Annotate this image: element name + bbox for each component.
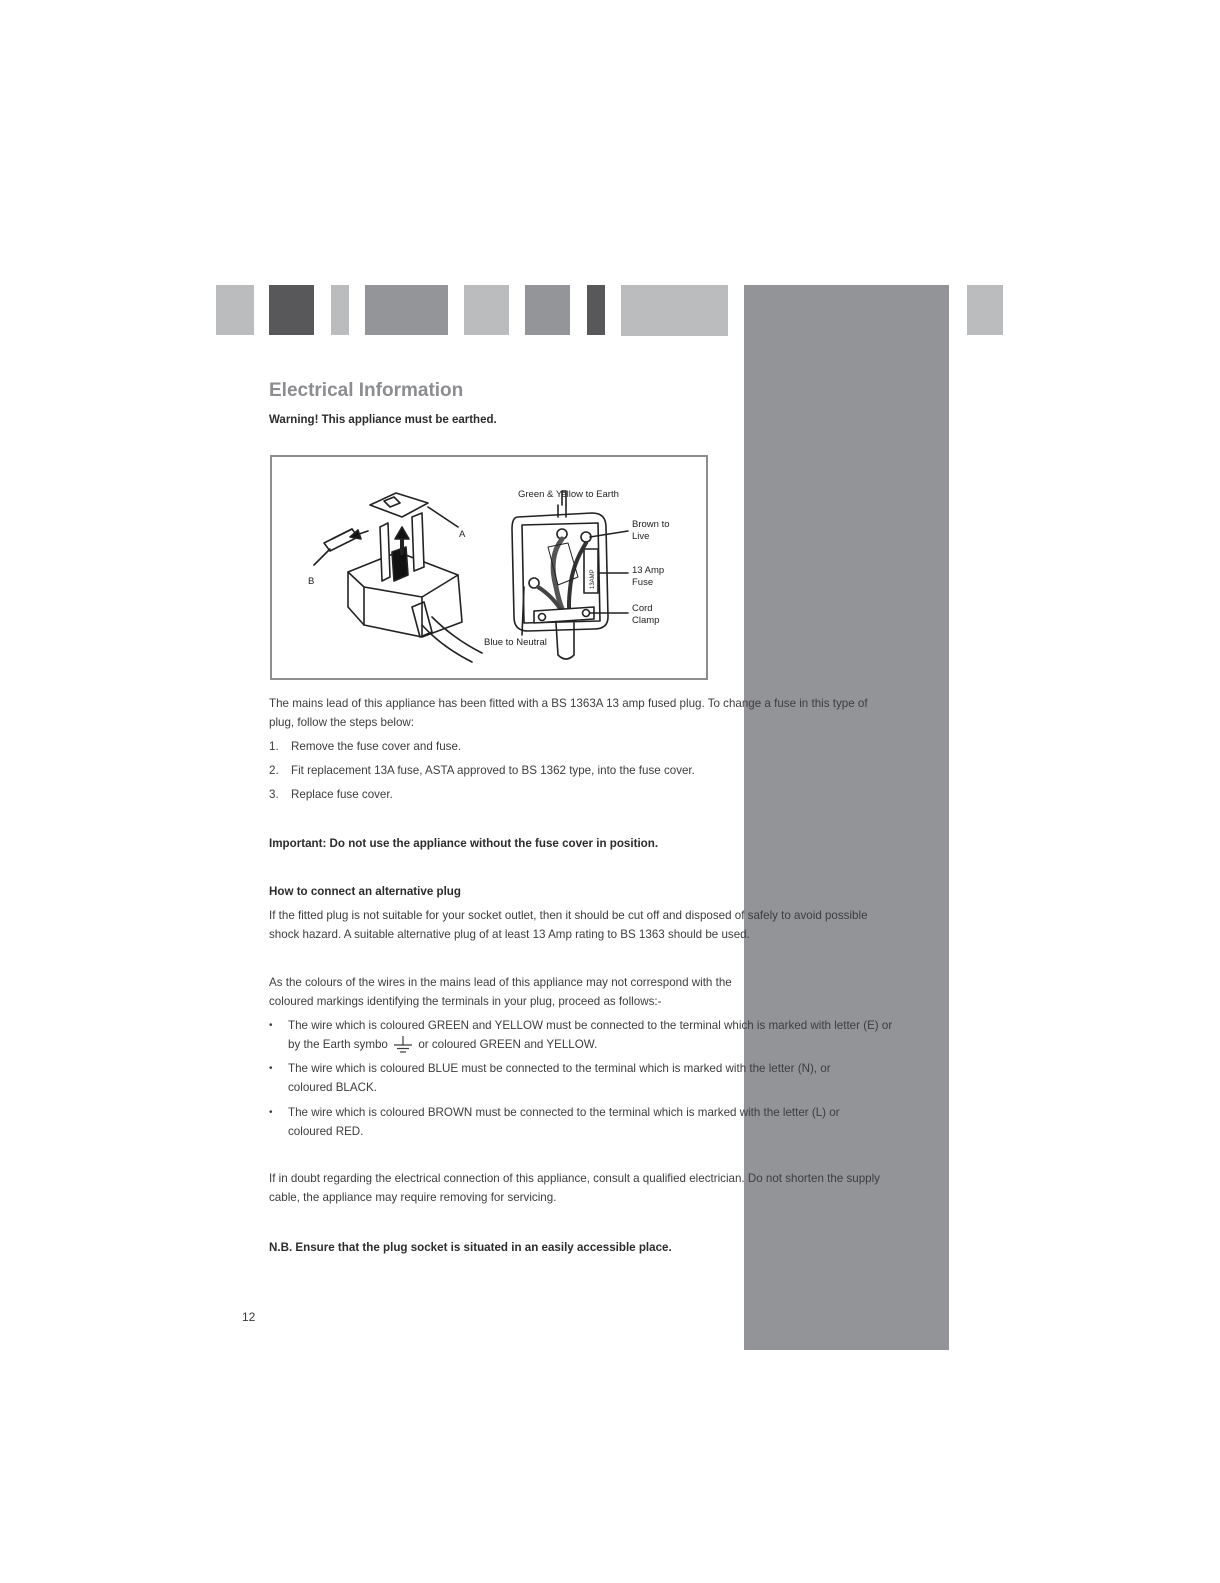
bullet-dot: •	[269, 1020, 273, 1031]
intro-line-1: The mains lead of this appliance has been fitted with a BS 1363A 13 amp fused plug. To change a fuse in this type of	[269, 697, 868, 710]
label-clamp-2: Clamp	[632, 615, 660, 626]
bullet-brown-line-1: The wire which is coloured BROWN must be connected to the terminal which is marked with the letter (L) or	[288, 1106, 840, 1119]
step-3	[269, 785, 919, 804]
bullet-earth-line-2a: by the Earth symbo	[288, 1038, 388, 1052]
bullet-dot: •	[269, 1107, 273, 1118]
step-text: Remove the fuse cover and fuse.	[291, 740, 462, 753]
header-block-9	[967, 285, 1003, 335]
section-heading	[269, 378, 919, 428]
bullet-blue-line-2: coloured BLACK.	[288, 1081, 377, 1094]
header-block-7	[587, 285, 605, 335]
intro-line-2: plug, follow the steps below:	[269, 716, 415, 729]
bullet-blue-line-1: The wire which is coloured BLUE must be connected to the terminal which is marked with the letter (N), or	[288, 1062, 831, 1075]
label-blue-neutral: Blue to Neutral	[484, 637, 547, 648]
earth-warning: Warning! This appliance must be earthed.	[269, 414, 497, 426]
alt-plug-paragraph	[269, 906, 919, 944]
colours-line-1: As the colours of the wires in the mains lead of this appliance may not correspond with the	[269, 976, 732, 989]
step-2	[269, 761, 919, 780]
page-number: 12	[242, 1310, 256, 1324]
label-a: A	[459, 529, 466, 540]
earth-symbol-icon	[392, 1035, 414, 1055]
header-block-4	[365, 285, 448, 335]
bullet-earth-wire	[269, 1016, 919, 1055]
header-block-8	[621, 285, 728, 336]
alt-plug-heading: How to connect an alternative plug	[269, 885, 461, 898]
alt-plug-line-2: shock hazard. A suitable alternative plug of at least 13 Amp rating to BS 1363 should be used.	[269, 928, 750, 941]
colours-line-2: coloured markings identifying the terminals in your plug, proceed as follows:-	[269, 995, 662, 1008]
label-green-yellow-earth: Green & Yellow to Earth	[518, 489, 619, 500]
label-clamp-1: Cord	[632, 603, 653, 614]
colours-paragraph	[269, 973, 919, 1011]
bullet-blue-wire	[269, 1059, 919, 1097]
bullet-earth-line-2b: or coloured GREEN and YELLOW.	[418, 1038, 598, 1052]
important-note: Important: Do not use the appliance without the fuse cover in position.	[269, 837, 659, 850]
label-fuse-2: Fuse	[632, 577, 654, 588]
fuse-marking: 13AMP	[590, 569, 596, 589]
plug-diagram	[270, 455, 708, 680]
header-block-5	[464, 285, 509, 335]
bullet-earth-line-1: The wire which is coloured GREEN and YELLOW must be connected to the terminal which is marked with letter (E) or	[288, 1019, 893, 1032]
doubt-paragraph	[269, 1169, 919, 1207]
plug-wiring-right-icon	[512, 491, 628, 659]
bullet-dot: •	[269, 1063, 273, 1074]
step-text: Fit replacement 13A fuse, ASTA approved to BS 1362 type, into the fuse cover.	[291, 764, 695, 777]
header-block-3	[331, 285, 349, 335]
doubt-line-1: If in doubt regarding the electrical connection of this appliance, consult a qualified electrician. Do not shorten the supply	[269, 1172, 880, 1185]
label-brown-1: Brown to	[632, 519, 670, 530]
bullet-brown-line-2: coloured RED.	[288, 1125, 364, 1138]
header-block-1	[216, 285, 254, 335]
nb-note: N.B. Ensure that the plug socket is situated in an easily accessible place.	[269, 1241, 672, 1254]
step-number: 2.	[269, 764, 279, 777]
step-1	[269, 737, 919, 756]
page-title: Electrical Information	[269, 380, 464, 401]
bullet-brown-wire	[269, 1103, 919, 1141]
label-brown-2: Live	[632, 531, 650, 542]
alt-plug-line-1: If the fitted plug is not suitable for your socket outlet, then it should be cut off and disposed of safely to avoid possible	[269, 909, 868, 922]
step-text: Replace fuse cover.	[291, 788, 393, 801]
step-number: 3.	[269, 788, 279, 801]
label-fuse-1: 13 Amp	[632, 565, 665, 576]
header-block-2	[269, 285, 314, 335]
intro-paragraph	[269, 694, 919, 732]
plug-body-left-icon	[314, 493, 482, 662]
step-number: 1.	[269, 740, 279, 753]
label-b: B	[308, 576, 315, 587]
doubt-line-2: cable, the appliance may require removing for servicing.	[269, 1191, 557, 1204]
header-block-6	[525, 285, 570, 335]
